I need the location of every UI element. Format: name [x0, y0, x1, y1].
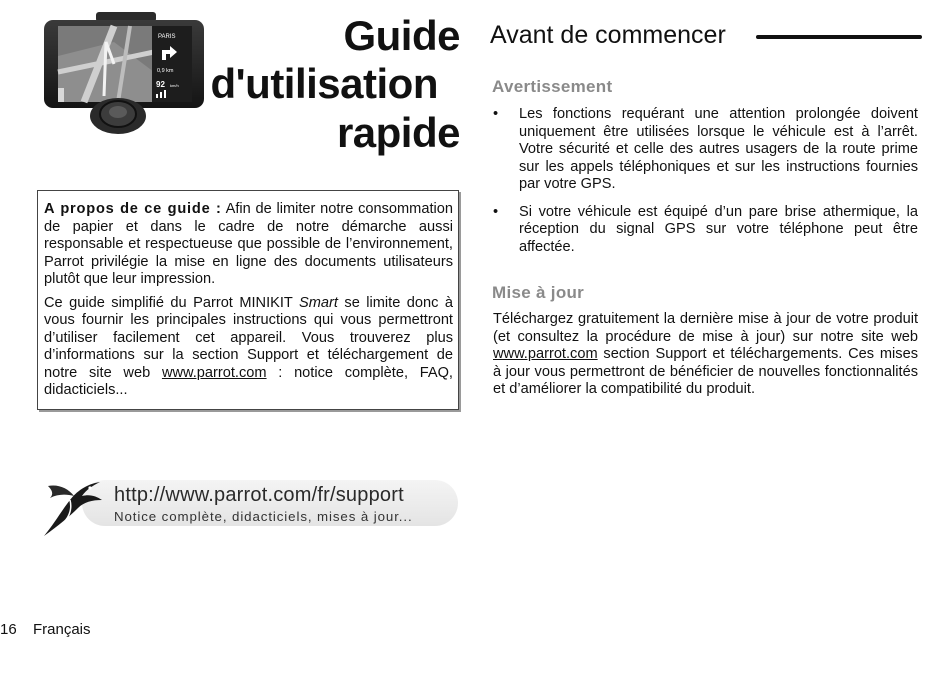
warning-heading: Avertissement — [492, 77, 613, 96]
screen-distance: 0,9 km — [157, 68, 174, 74]
about-text-1: Afin de limiter notre consommation de papier et dans le cadre de notre démarche aussi responsable et respectueuse que possible de l’environnement, Parrot privilégie la mise en ligne des documents utilisateurs plutôt que leur impression. — [44, 201, 453, 287]
update-heading: Mise à jour — [492, 283, 585, 302]
page-title-line-1: Guide — [343, 12, 460, 59]
about-text-2c: : notice complète, FAQ, didacticiels... — [44, 364, 453, 398]
section-title-rule — [756, 35, 922, 39]
about-text-2a: Ce guide simplifié du Parrot MINIKIT — [44, 294, 300, 311]
list-item: • Les fonctions requérant une attention prolongée doivent uniquement être utilisées lorsque le véhicule est à l’arrêt. Votre sécurité et celle des autres usagers de la route prime sur les appels téléphoniques et sur les instructions fournies par votre GPS. — [492, 106, 918, 194]
about-website-link[interactable]: www.parrot.com — [161, 364, 267, 381]
page-title-line-2: d'utilisation — [210, 60, 438, 107]
page-title-line-3: rapide — [336, 109, 460, 156]
support-subtitle: Notice complète, didacticiels, mises à jour... — [114, 509, 413, 524]
about-text-2b: se limite donc à vous fournir les principales instructions qui vous permettront d’utiliser facilement cet appareil. Vous trouverez plus d’informations sur la section Support et téléchargement de notre site web — [44, 294, 454, 381]
warning-list — [492, 106, 918, 266]
support-url[interactable]: http://www.parrot.com/fr/support — [114, 484, 404, 506]
screen-speed: 92 — [156, 80, 165, 89]
list-item: • Si votre véhicule est équipé d’un pare brise athermique, la réception du signal GPS sur votre téléphone peut être affectée. — [492, 204, 918, 257]
update-website-link[interactable]: www.parrot.com — [493, 346, 598, 362]
screen-city: PARIS — [158, 34, 176, 40]
update-paragraph — [493, 311, 918, 399]
about-paragraph-2 — [44, 295, 453, 400]
about-guide-box — [37, 190, 459, 410]
gps-device-image — [44, 12, 206, 136]
about-heading: A propos de ce guide : — [44, 201, 222, 217]
page-language: Français — [33, 621, 91, 638]
update-text-end: section Support et téléchargements. Ces mises à jour vous permettront de bénéficier de nouvelles fonctionnalités et d’améliorer la compatibilité du produit. — [493, 346, 918, 397]
page-number: 16 — [0, 621, 17, 638]
about-paragraph-1 — [44, 201, 453, 289]
section-title: Avant de commencer — [490, 21, 726, 49]
parrot-logo-icon — [40, 474, 106, 540]
screen-speed-unit: km/h — [170, 83, 179, 88]
update-text-start: Téléchargez gratuitement la dernière mise à jour de votre produit (et consultez la procédure de mise à jour) sur notre site web — [493, 311, 918, 345]
about-product-italic: Smart — [299, 294, 338, 311]
